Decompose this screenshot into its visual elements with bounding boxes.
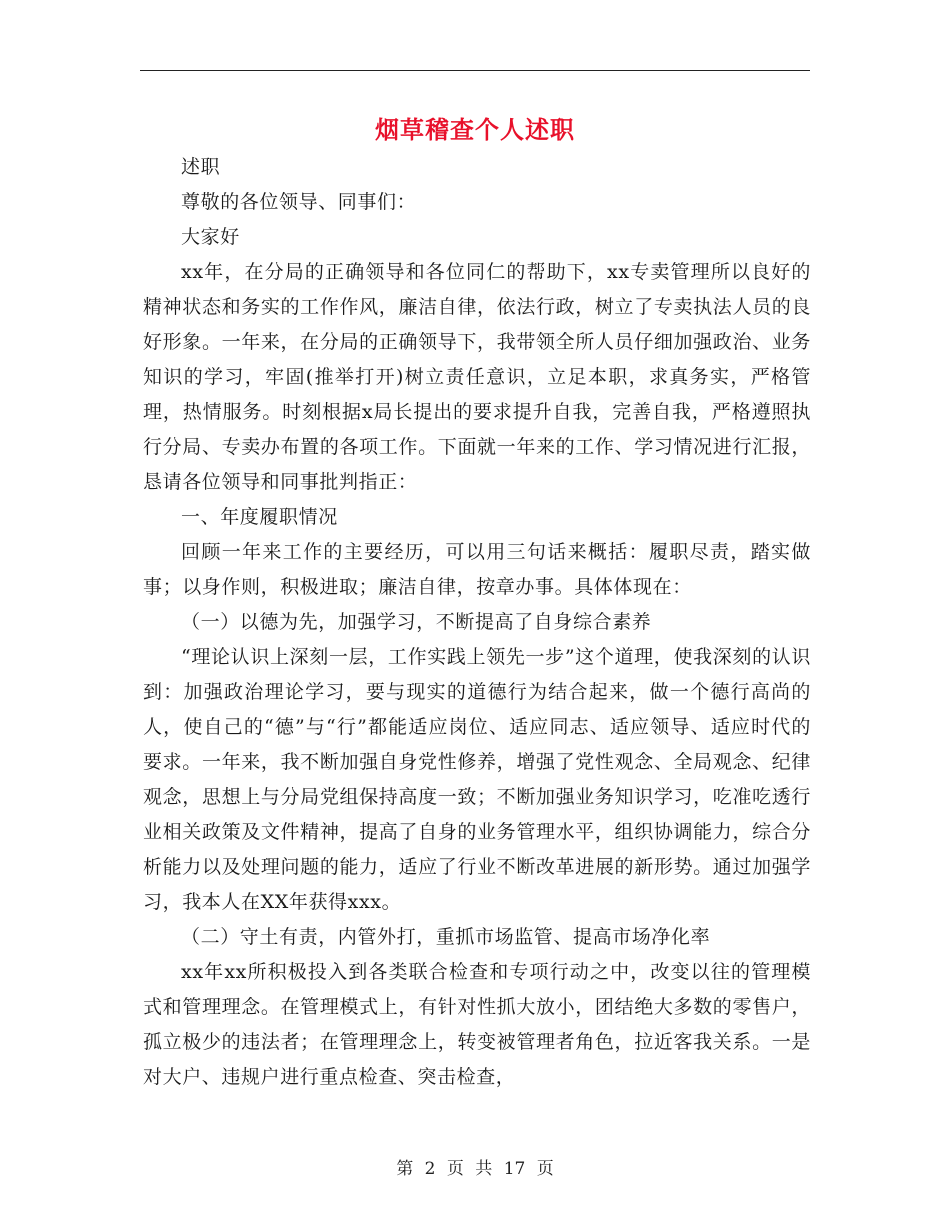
paragraph: “理论认识上深刻一层，工作实践上领先一步”这个道理，使我深刻的认识到：加强政治理论学习，要与现实的道德行为结合起来，做一个德行高尚的人，使自己的“德”与“行”都能适应岗位、适应同志、适应领导、适应时代的要求。一年来，我不断加强自身党性修养，增强了党性观念、全局观念、纪律观念，思想上与分局党组保持高度一致；不断加强业务知识学习，吃准吃透行业相关政策及文件精神，提高了自身的业务管理水平，组织协调能力，综合分析能力以及处理问题的能力，适应了行业不断改革进展的新形势。通过加强学习，我本人在XX年获得xxx。	[143, 646, 811, 913]
paragraph: 述职	[181, 156, 221, 178]
document-body	[143, 150, 811, 1095]
paragraph: （二）守土有责，内管外打，重抓市场监管、提高市场净化率	[181, 926, 711, 948]
paragraph: xx年，在分局的正确领导和各位同仁的帮助下，xx专卖管理所以良好的精神状态和务实的工作作风，廉洁自律，依法行政，树立了专卖执法人员的良好形象。一年来，在分局的正确领导下，我带领全所人员仔细加强政治、业务知识的学习，牢固(推举打开)树立责任意识，立足本职，求真务实，严格管理，热情服务。时刻根据x局长提出的要求提升自我，完善自我，严格遵照执行分局、专卖办布置的各项工作。下面就一年来的工作、学习情况进行汇报，恳请各位领导和同事批判指正：	[143, 261, 811, 493]
paragraph: 一、年度履职情况	[181, 506, 338, 528]
document-title: 烟草稽查个人述职	[375, 115, 575, 144]
paragraph: xx年xx所积极投入到各类联合检查和专项行动之中，改变以往的管理模式和管理理念。在管理模式上，有针对性抓大放小，团结绝大多数的零售户，孤立极少的违法者；在管理理念上，转变被管理者角色，拉近客我关系。一是对大户、违规户进行重点检查、突击检查，	[143, 961, 811, 1088]
paragraph: 回顾一年来工作的主要经历，可以用三句话来概括：履职尽责，踏实做事；以身作则，积极进取；廉洁自律，按章办事。具体体现在：	[143, 541, 811, 598]
paragraph: 尊敬的各位领导、同事们：	[181, 191, 417, 213]
paragraph: 大家好	[181, 226, 240, 248]
paragraph: （一）以德为先，加强学习，不断提高了自身综合素养	[181, 611, 652, 633]
header-rule	[140, 70, 810, 71]
page-footer: 第 2 页 共 17 页	[396, 1159, 554, 1179]
